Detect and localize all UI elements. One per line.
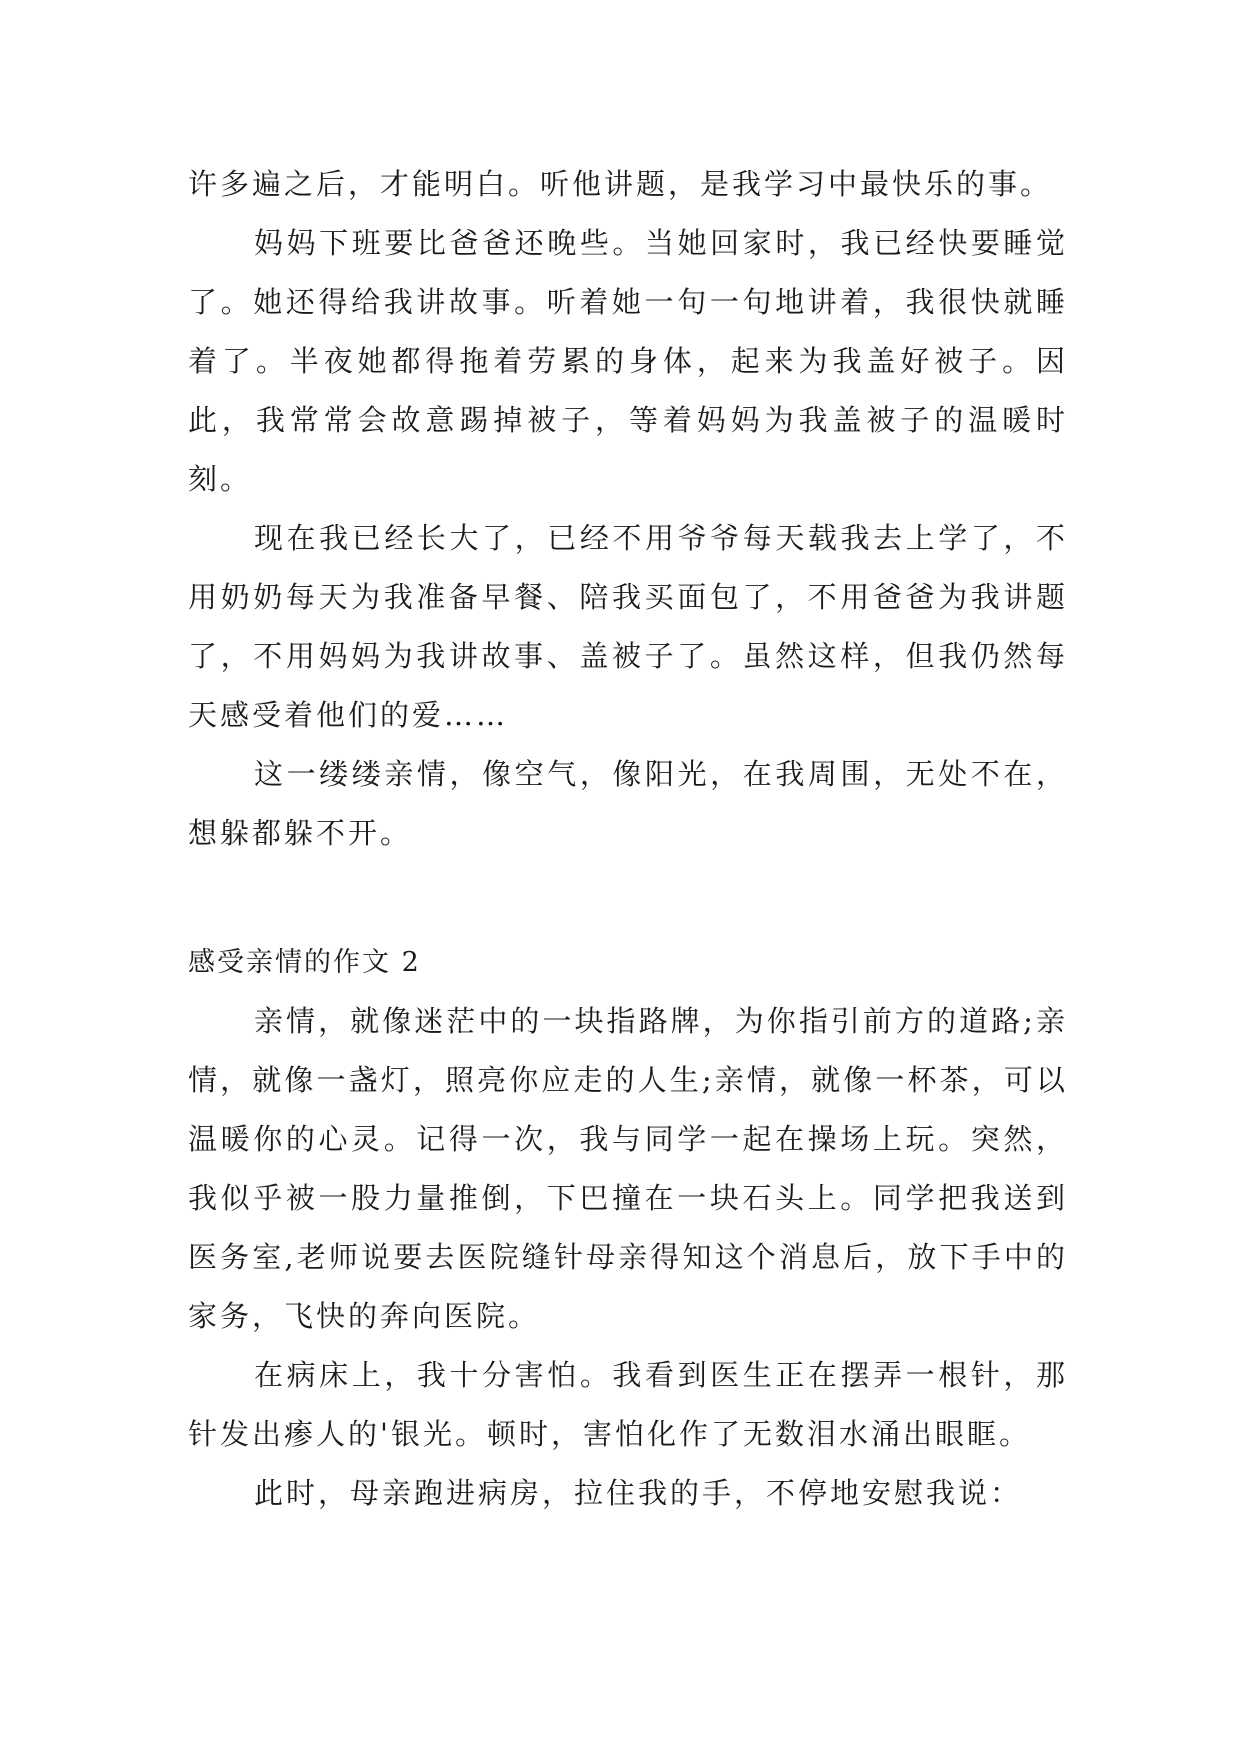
paragraph-mother: 妈妈下班要比爸爸还晚些。当她回家时，我已经快要睡觉了。她还得给我讲故事。听着她一句一句地讲着，我很快就睡着了。半夜她都得拖着劳累的身体，起来为我盖好被子。因此，我常常会故意踢掉被子，等着妈妈为我盖被子的温暖时刻。 [188, 226, 1068, 496]
paragraph-continued: 许多遍之后，才能明白。听他讲题，是我学习中最快乐的事。 [188, 167, 1053, 201]
document-page [188, 155, 1068, 1523]
paragraph-grown-up: 现在我已经长大了，已经不用爷爷每天载我去上学了，不用奶奶每天为我准备早餐、陪我买面包了，不用爸爸为我讲题了，不用妈妈为我讲故事、盖被子了。虽然这样，但我仍然每天感受着他们的爱…… [188, 521, 1068, 732]
essay-title: 感受亲情的作文 2 [188, 947, 421, 978]
paragraph-affection: 这一缕缕亲情，像空气，像阳光，在我周围，无处不在，想躲都躲不开。 [188, 757, 1068, 850]
paragraph-hospital-bed: 在病床上，我十分害怕。我看到医生正在摆弄一根针，那针发出瘆人的'银光。顿时，害怕化作了无数泪水涌出眼眶。 [188, 1358, 1068, 1451]
paragraph-mother-arrives: 此时，母亲跑进病房，拉住我的手，不停地安慰我说： [254, 1476, 1023, 1510]
paragraph-signpost: 亲情，就像迷茫中的一块指路牌，为你指引前方的道路;亲情，就像一盏灯，照亮你应走的人生;亲情，就像一杯茶，可以温暖你的心灵。记得一次，我与同学一起在操场上玩。突然，我似乎被一股力量推倒，下巴撞在一块石头上。同学把我送到医务室,老师说要去医院缝针母亲得知这个消息后，放下手中的家务，飞快的奔向医院。 [188, 1004, 1068, 1333]
